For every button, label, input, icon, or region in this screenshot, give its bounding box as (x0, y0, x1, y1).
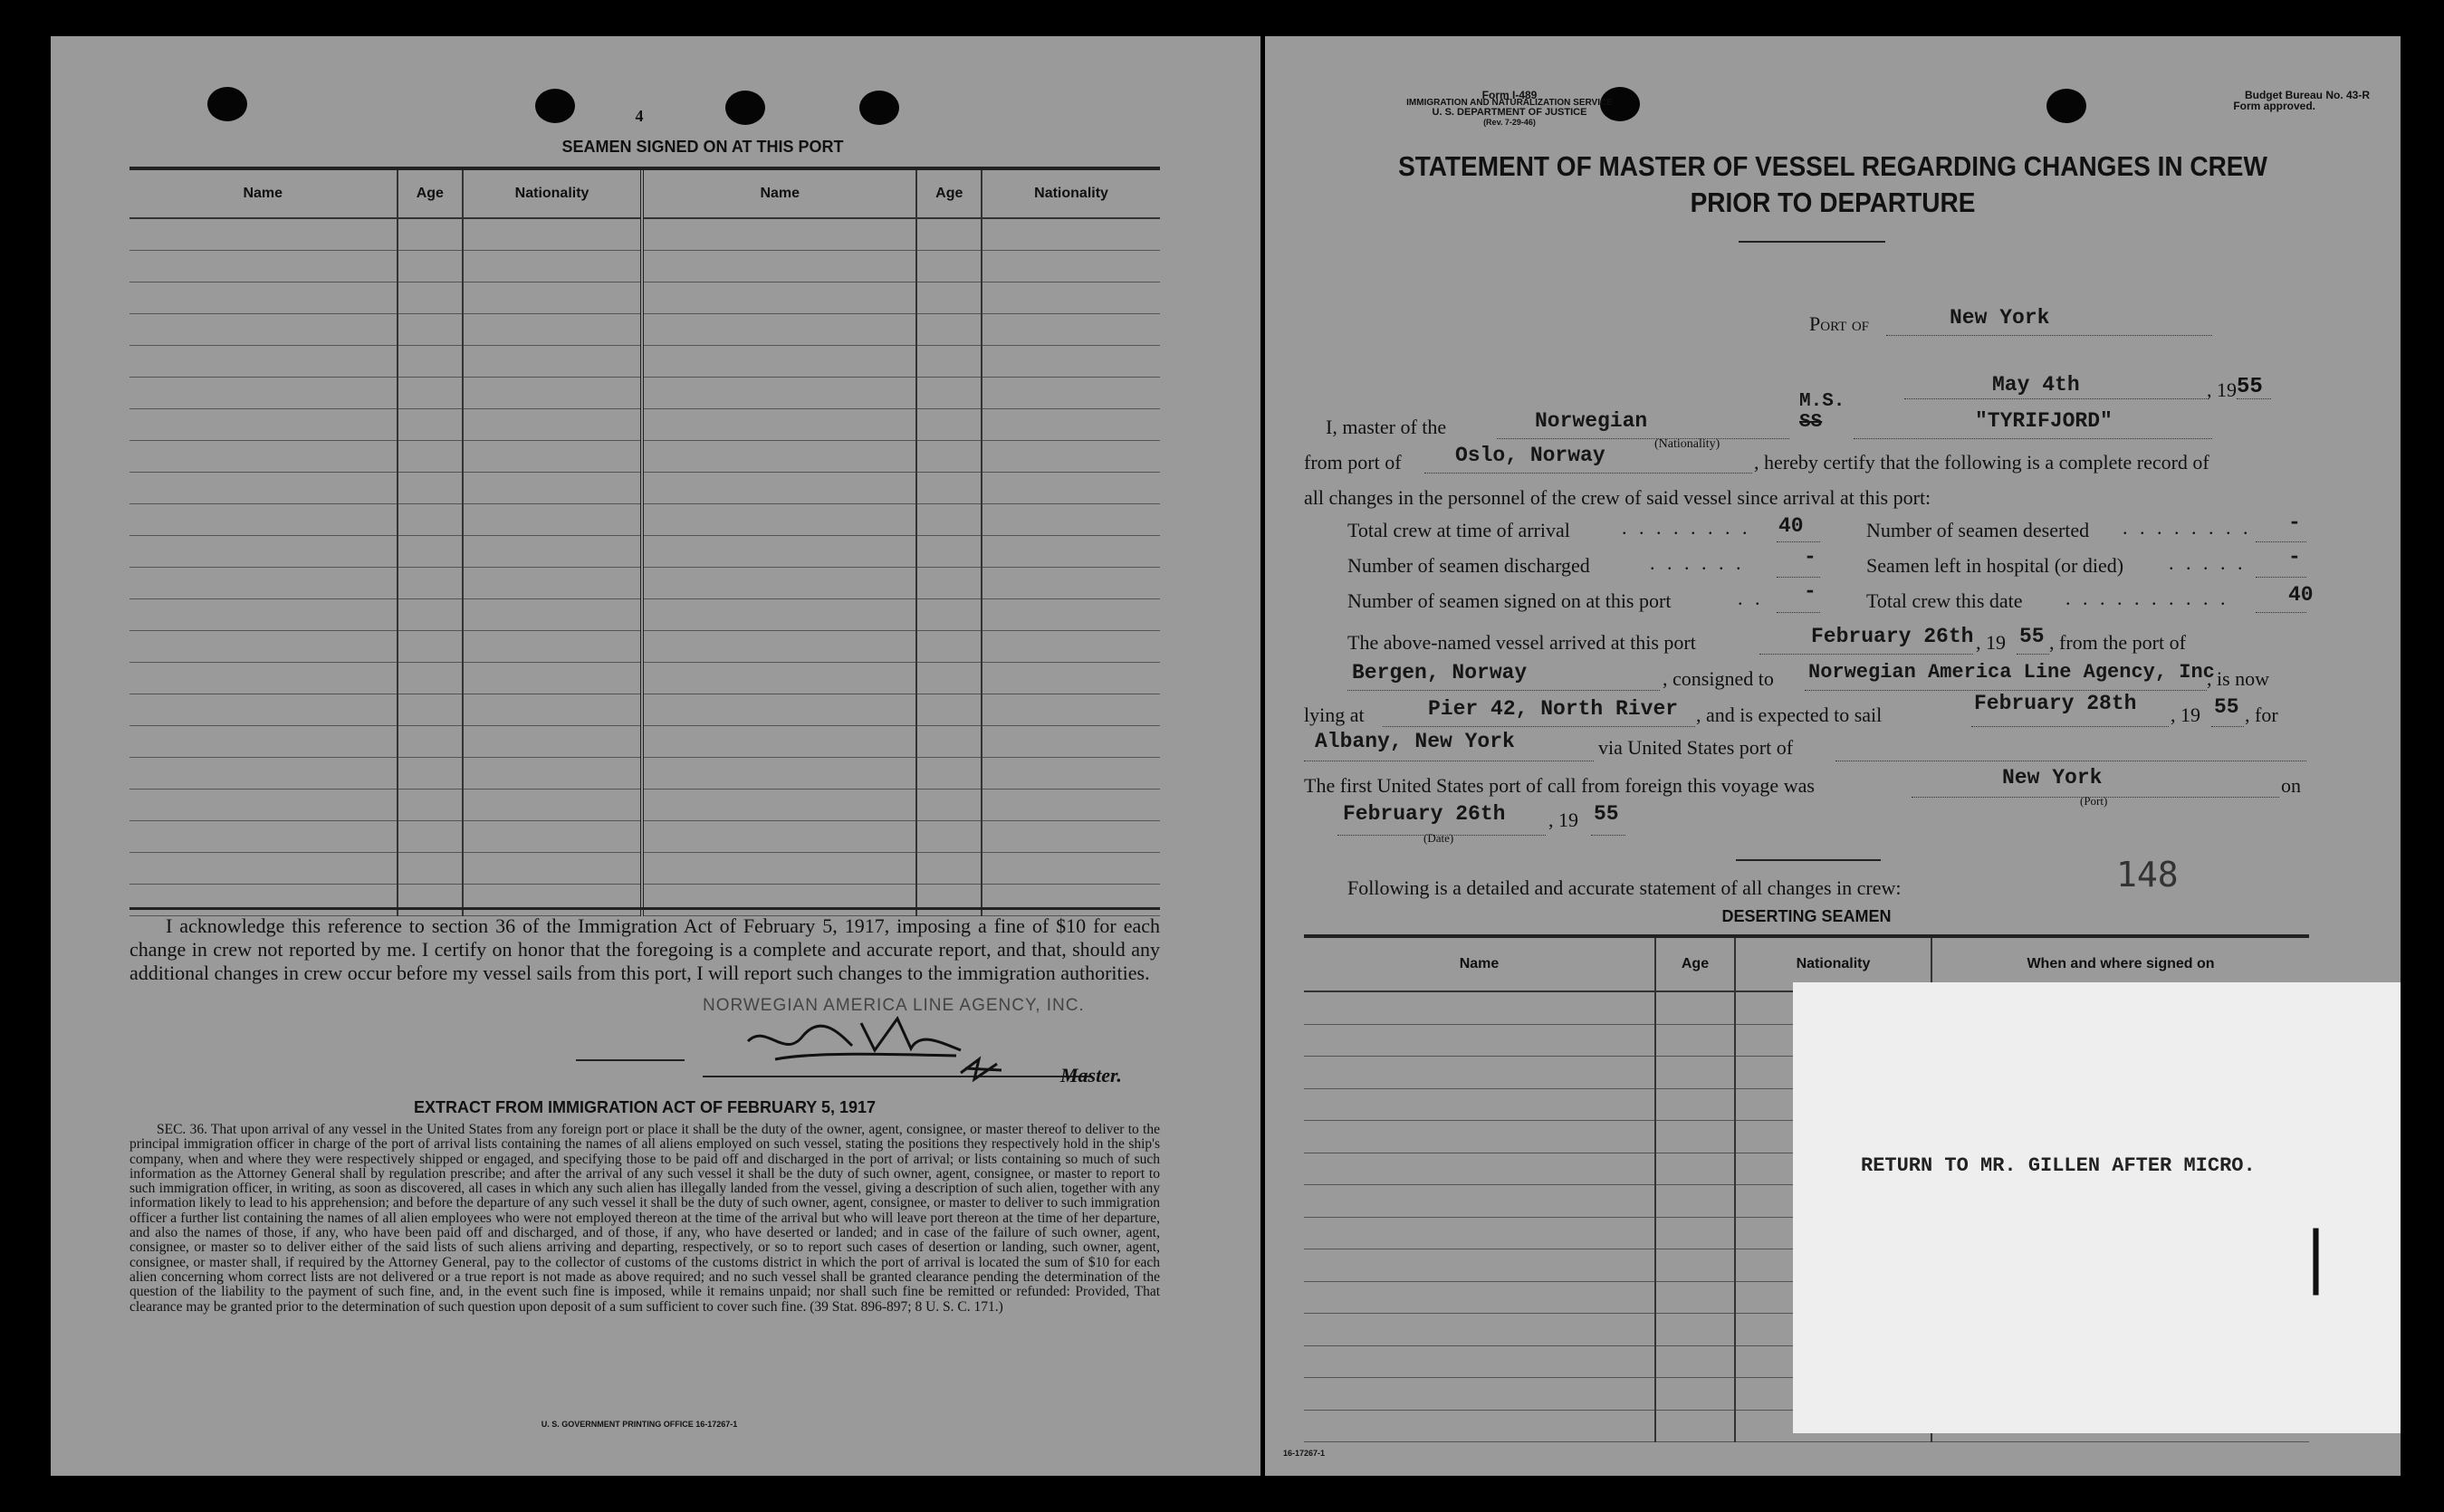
table-cell (398, 631, 464, 663)
table-row (129, 409, 1160, 441)
arrived-year: 55 (2019, 625, 2045, 648)
column-header-age: Age (916, 170, 982, 218)
table-cell (129, 663, 398, 694)
sail-value: February 28th (1974, 692, 2137, 715)
form-department: U. S. DEPARTMENT OF JUSTICE (1432, 107, 1587, 118)
table-cell (1655, 1249, 1735, 1282)
table-cell (398, 726, 464, 758)
consignee-value: Norwegian America Line Agency, Inc (1808, 661, 2215, 684)
right-page (1265, 36, 2401, 1476)
punch-hole (725, 91, 765, 125)
first-port-value: New York (2002, 766, 2103, 789)
table-cell (1304, 1217, 1655, 1249)
table-cell (463, 599, 642, 631)
form-revision: (Rev. 7-29-46) (1483, 118, 1536, 127)
table-cell (398, 758, 464, 789)
table-cell (129, 789, 398, 821)
table-cell (982, 568, 1160, 599)
table-row (129, 694, 1160, 726)
stat-value: 40 (2288, 583, 2314, 607)
table-cell (398, 885, 464, 916)
on-label: on (2281, 774, 2301, 797)
dot-leader: . . (1738, 587, 1764, 609)
table-cell (398, 568, 464, 599)
table-row (129, 378, 1160, 409)
nationality-caption: (Nationality) (1654, 437, 1720, 451)
table-cell (982, 504, 1160, 536)
table-cell (463, 314, 642, 346)
punch-hole (2046, 89, 2086, 123)
table-cell (982, 218, 1160, 251)
table-cell (129, 758, 398, 789)
table-cell (129, 441, 398, 473)
table-cell (463, 251, 642, 282)
table-row (129, 789, 1160, 821)
via-field (1835, 733, 2306, 761)
note-text: RETURN TO MR. GILLEN AFTER MICRO. (1861, 1154, 2256, 1177)
table-cell (1304, 1410, 1655, 1442)
table-cell (398, 314, 464, 346)
table-cell (916, 663, 982, 694)
table-cell (1655, 1314, 1735, 1346)
table-cell (982, 599, 1160, 631)
table-cell (642, 409, 916, 441)
table-cell (1304, 1024, 1655, 1057)
table-cell (129, 885, 398, 916)
from-port-value: Oslo, Norway (1455, 444, 1605, 467)
nationality-value: Norwegian (1535, 409, 1648, 433)
arrived-year-field (2017, 627, 2049, 655)
stat-value: 40 (1778, 514, 1804, 538)
port-caption: (Port) (2080, 794, 2108, 808)
table-cell (1655, 1024, 1735, 1057)
acknowledgment-text: I acknowledge this reference to section 36 of the Immigration Act of February 5, 1917, imposing a fine of $10 for each change in crew not reported by me. I certify on honor that the foregoing is a complete and accurate report, and that, should any additional changes in crew occur before my vessel sails from this port, I will report such changes to the immigration authorities. (129, 914, 1160, 984)
table-cell (916, 441, 982, 473)
table-cell (398, 663, 464, 694)
dot-leader: . . . . . . . . . . (2065, 587, 2229, 609)
table-cell (916, 758, 982, 789)
table-cell (916, 378, 982, 409)
from-the-port-label: , from the port of (2049, 631, 2186, 654)
stat-label: Number of seamen signed on at this port (1347, 589, 1672, 612)
table-cell (916, 314, 982, 346)
stat-label: Seamen left in hospital (or died) (1866, 554, 2124, 577)
table-cell (398, 821, 464, 853)
table-cell (642, 568, 916, 599)
table-cell (463, 378, 642, 409)
table-cell (916, 885, 982, 916)
table-cell (642, 314, 916, 346)
sail-year-prefix: , 19 (2171, 703, 2200, 726)
table-cell (916, 282, 982, 314)
stat-label: Number of seamen discharged (1347, 554, 1590, 577)
table-row (129, 663, 1160, 694)
table-cell (1655, 991, 1735, 1024)
table-cell (916, 473, 982, 504)
year-prefix: , 19 (2207, 378, 2237, 401)
vessel-struck: SS (1799, 412, 1823, 433)
table-row (129, 631, 1160, 663)
table-cell (642, 726, 916, 758)
stat-value: - (1804, 579, 1816, 603)
table-row (129, 346, 1160, 378)
date-caption: (Date) (1423, 831, 1454, 845)
table-cell (916, 346, 982, 378)
column-header-signed-on: When and where signed on (1931, 938, 2309, 991)
printing-office: U. S. GOVERNMENT PRINTING OFFICE 16-17267-1 (541, 1420, 738, 1429)
table-cell (916, 726, 982, 758)
table-cell (463, 694, 642, 726)
signed-on-table (129, 170, 1160, 916)
table-cell (982, 282, 1160, 314)
table-cell (642, 885, 916, 916)
table-cell (1655, 1217, 1735, 1249)
table-cell (642, 631, 916, 663)
table-cell (642, 251, 916, 282)
signature-line (703, 1076, 1092, 1077)
stat-label: Number of seamen deserted (1866, 519, 2090, 541)
table-cell (642, 663, 916, 694)
table-cell (1655, 1281, 1735, 1314)
table-cell (916, 251, 982, 282)
table-cell (642, 853, 916, 885)
table-cell (982, 821, 1160, 853)
table-cell (916, 599, 982, 631)
table-cell (129, 853, 398, 885)
table-cell (982, 758, 1160, 789)
first-port-label: The first United States port of call from foreign this voyage was (1304, 774, 1815, 797)
for-label: , for (2245, 703, 2278, 726)
table-cell (982, 726, 1160, 758)
table-cell (463, 631, 642, 663)
table-cell (129, 218, 398, 251)
table-cell (1304, 1121, 1655, 1153)
date-value: May 4th (1992, 373, 2080, 397)
table-cell (129, 409, 398, 441)
table-cell (1655, 1185, 1735, 1218)
page-number: 4 (635, 107, 644, 125)
first-year-field (1591, 808, 1625, 836)
table-cell (398, 853, 464, 885)
table-cell (1655, 1121, 1735, 1153)
arrived-label: The above-named vessel arrived at this port (1347, 631, 1696, 654)
table-cell (398, 409, 464, 441)
table-cell (129, 282, 398, 314)
table-cell (916, 218, 982, 251)
table-cell (642, 473, 916, 504)
destination-value: Albany, New York (1315, 730, 1515, 753)
column-header-nationality: Nationality (982, 170, 1160, 218)
table-cell (1304, 1057, 1655, 1089)
punch-hole (859, 91, 899, 125)
table-cell (982, 789, 1160, 821)
table-cell (463, 758, 642, 789)
table-cell (398, 504, 464, 536)
table-cell (982, 536, 1160, 568)
table-cell (463, 282, 642, 314)
table-cell (1304, 1153, 1655, 1185)
table-cell (916, 409, 982, 441)
vessel-name: "TYRIFJORD" (1975, 409, 2113, 433)
following-text: Following is a detailed and accurate statement of all changes in crew: (1347, 876, 1902, 899)
column-header-name: Name (129, 170, 398, 218)
table-row (129, 758, 1160, 789)
stat-value: - (2288, 511, 2301, 534)
stat-value: - (2288, 545, 2301, 569)
deserting-title: DESERTING SEAMEN (1721, 907, 1892, 925)
dot-leader: . . . . . . . . (2123, 516, 2252, 539)
table-cell (642, 694, 916, 726)
table-cell (1304, 1378, 1655, 1411)
form-approved: Form approved. (2233, 100, 2315, 112)
port-value: New York (1950, 306, 2050, 330)
table-cell (398, 218, 464, 251)
table-cell (642, 282, 916, 314)
table-cell (982, 346, 1160, 378)
table-cell (463, 441, 642, 473)
all-changes-text: all changes in the personnel of the crew of said vessel since arrival at this port: (1304, 486, 1931, 509)
table-cell (916, 789, 982, 821)
year-field (2237, 384, 2271, 399)
table-row (129, 853, 1160, 885)
signed-on-rows (129, 218, 1160, 916)
table-row (129, 536, 1160, 568)
table-cell (642, 789, 916, 821)
table-cell (463, 853, 642, 885)
table-cell (982, 663, 1160, 694)
table-cell (129, 821, 398, 853)
table-cell (982, 378, 1160, 409)
table-cell (129, 536, 398, 568)
table-cell (398, 441, 464, 473)
table-cell (398, 694, 464, 726)
table-cell (129, 251, 398, 282)
arrived-value: February 26th (1811, 625, 1974, 648)
lying-label: lying at (1304, 703, 1365, 726)
first-year: 55 (1594, 802, 1619, 826)
table-row (129, 504, 1160, 536)
table-cell (982, 441, 1160, 473)
table-cell (1304, 991, 1655, 1024)
table-cell (129, 631, 398, 663)
printing-code: 16-17267-1 (1283, 1449, 1326, 1458)
table-cell (398, 251, 464, 282)
arrived-year-prefix: , 19 (1976, 631, 2006, 654)
table-cell (642, 378, 916, 409)
master-signature (739, 996, 974, 1077)
table-cell (463, 473, 642, 504)
column-header-nationality: Nationality (463, 170, 642, 218)
table-row (129, 726, 1160, 758)
table-cell (463, 663, 642, 694)
table-cell (982, 473, 1160, 504)
column-header-age: Age (1655, 938, 1735, 991)
extract-text: SEC. 36. That upon arrival of any vessel in the United States from any foreign port or place it shall be the duty of the owner, agent, consignee, or master thereof to deliver to the principal immigration officer in charge of the port of arrival lists containing the names of all aliens employed on such vessel, stating the positions they respectively hold in the ship's company, when and where they were respectively shipped or engaged, and specifying those to be paid off and discharged in the port of arrival; or lists containing so much of such information as the Attorney General shall by regulation prescribe; and after the arrival of any such vessel it shall be the duty of such owner, agent, consignee, or master to report to such immigration officer, in writing, as soon as discovered, all cases in which any such alien has illegally landed from the vessel, giving a description of such alien, together with any information likely to lead to his apprehension; and before the departure of any such vessel it shall be the duty of such owner, agent, consignee, or master to deliver to such immigration officer a further list containing the names of all alien employees who were not employed thereon at the time of the arrival but who will leave port thereon at the time of her departure, and also the names of those, if any, who have been paid off and discharged, and of those, if any, who have deserted or landed; and in case of the failure of such owner, agent, consignee, or master so to deliver either of the said lists of such aliens arriving and departing, respectively, or so to report such cases of desertion or landing, such owner, agent, consignee, or master shall, if required by the Attorney General, pay to the collector of customs of the customs district in which the port of arrival is located the sum of $10 for each alien concerning whom correct lists are not delivered or a true report is not made as above required; and no such vessel shall be granted clearance pending the determination of the question of the liability to the payment of such fine, and, in the event such fine is imposed, while it remains unpaid; nor shall such fine be remitted or refunded: Provided, That clearance may be granted prior to the determination of such question upon deposit of a sum sufficient to cover such fine. (39 Stat. 896-897; 8 U. S. C. 171.) (129, 1122, 1160, 1315)
table-cell (129, 473, 398, 504)
stat-value: - (1804, 545, 1816, 569)
table-cell (129, 599, 398, 631)
table-cell (463, 536, 642, 568)
master-of-label: I, master of the (1326, 416, 1447, 438)
punch-hole (535, 89, 575, 123)
table-cell (129, 694, 398, 726)
table-cell (982, 853, 1160, 885)
table-cell (916, 504, 982, 536)
table-cell (982, 885, 1160, 916)
signature-line (576, 1059, 685, 1061)
table-cell (1655, 1378, 1735, 1411)
origin-value: Bergen, Norway (1352, 661, 1528, 684)
table-cell (1304, 1281, 1655, 1314)
table-cell (129, 314, 398, 346)
table-cell (463, 821, 642, 853)
table-cell (398, 789, 464, 821)
short-divider (1736, 859, 1881, 861)
table-cell (1304, 1345, 1655, 1378)
table-cell (129, 346, 398, 378)
dot-leader: . . . . . . (1650, 551, 1745, 574)
table-cell (129, 568, 398, 599)
table-cell (916, 821, 982, 853)
expected-label: , and is expected to sail (1696, 703, 1883, 726)
table-cell (463, 568, 642, 599)
vessel-type: M.S. (1799, 391, 1845, 412)
table-row (129, 251, 1160, 282)
table-cell (1655, 1057, 1735, 1089)
handwritten-number: 148 (2116, 855, 2179, 895)
pasted-note (1793, 982, 2401, 1433)
table-cell (916, 568, 982, 599)
budget-number: Budget Bureau No. 43-R (2244, 89, 2370, 101)
table-cell (463, 885, 642, 916)
table-cell (642, 821, 916, 853)
table-cell (1655, 1410, 1735, 1442)
sail-year-field (2211, 699, 2244, 727)
table-cell (398, 346, 464, 378)
table-cell (129, 726, 398, 758)
signed-on-title: SEAMEN SIGNED ON AT THIS PORT (561, 138, 844, 156)
column-header-name: Name (642, 170, 916, 218)
table-cell (1655, 1153, 1735, 1185)
table-cell (982, 631, 1160, 663)
table-cell (398, 473, 464, 504)
table-cell (398, 378, 464, 409)
table-cell (916, 536, 982, 568)
table-cell (398, 536, 464, 568)
table-row (129, 599, 1160, 631)
lying-value: Pier 42, North River (1428, 697, 1679, 721)
form-subtitle: PRIOR TO DEPARTURE (1690, 187, 1976, 218)
table-cell (463, 789, 642, 821)
consigned-label: , consigned to (1663, 667, 1774, 690)
column-header-nationality: Nationality (1735, 938, 1931, 991)
table-row (129, 568, 1160, 599)
table-row (129, 441, 1160, 473)
year-value: 55 (2237, 375, 2263, 399)
column-header-name: Name (1304, 938, 1655, 991)
table-bottom-rule (129, 907, 1160, 910)
note-mark: | (2305, 1218, 2327, 1296)
table-cell (398, 282, 464, 314)
dot-leader: . . . . . (2169, 551, 2247, 574)
punch-hole (207, 87, 247, 121)
certify-text: , hereby certify that the following is a complete record of (1754, 451, 2209, 474)
table-cell (642, 758, 916, 789)
table-cell (642, 504, 916, 536)
table-row (129, 218, 1160, 251)
table-cell (916, 853, 982, 885)
left-page (51, 36, 1260, 1476)
table-cell (398, 599, 464, 631)
table-cell (982, 251, 1160, 282)
table-cell (916, 631, 982, 663)
table-cell (642, 346, 916, 378)
dot-leader: . . . . . . . . (1622, 516, 1751, 539)
table-cell (642, 218, 916, 251)
agency-stamp: NORWEGIAN AMERICA LINE AGENCY, INC. (703, 996, 1085, 1015)
is-now-label: , is now (2207, 667, 2270, 690)
table-cell (1655, 1088, 1735, 1121)
first-year-prefix: , 19 (1548, 809, 1578, 831)
table-cell (1655, 1345, 1735, 1378)
table-row (129, 821, 1160, 853)
table-cell (642, 536, 916, 568)
table-row (129, 282, 1160, 314)
form-agency: IMMIGRATION AND NATURALIZATION SERVICE (1406, 98, 1613, 108)
first-date-value: February 26th (1343, 802, 1506, 826)
title-underline (1739, 241, 1885, 243)
form-number: Form I-489 (1481, 89, 1538, 101)
extract-title: EXTRACT FROM IMMIGRATION ACT OF FEBRUARY 5, 1917 (413, 1098, 877, 1116)
table-cell (129, 378, 398, 409)
port-label: Port of (1809, 312, 1870, 335)
table-cell (982, 314, 1160, 346)
table-row (129, 473, 1160, 504)
table-row (129, 885, 1160, 916)
table-row (129, 314, 1160, 346)
table-cell (129, 504, 398, 536)
table-cell (1304, 1249, 1655, 1282)
table-cell (916, 694, 982, 726)
table-cell (463, 218, 642, 251)
stat-label: Total crew at time of arrival (1347, 519, 1570, 541)
column-header-age: Age (398, 170, 464, 218)
sail-year: 55 (2214, 695, 2239, 719)
table-cell (463, 409, 642, 441)
from-port-label: from port of (1304, 451, 1402, 474)
table-cell (1304, 1314, 1655, 1346)
form-title: STATEMENT OF MASTER OF VESSEL REGARDING CHANGES IN CREW (1398, 150, 2267, 182)
table-cell (642, 599, 916, 631)
table-cell (463, 726, 642, 758)
via-label: via United States port of (1598, 736, 1794, 759)
table-cell (1304, 1185, 1655, 1218)
table-cell (463, 346, 642, 378)
table-cell (463, 504, 642, 536)
table-cell (982, 409, 1160, 441)
table-cell (982, 694, 1160, 726)
master-label: Master. (1060, 1064, 1122, 1086)
stat-label: Total crew this date (1866, 589, 2023, 612)
table-cell (642, 441, 916, 473)
table-cell (1304, 1088, 1655, 1121)
signature-initials (956, 1050, 1011, 1086)
